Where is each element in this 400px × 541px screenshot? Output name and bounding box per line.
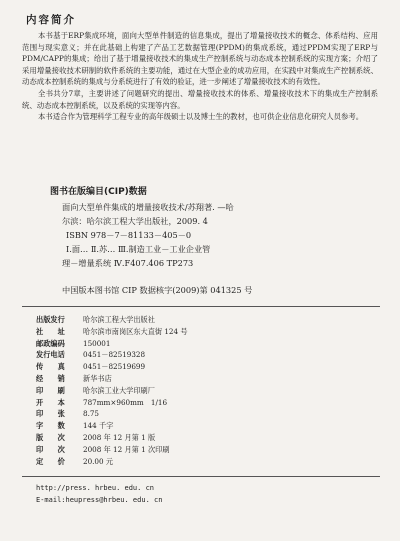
intro-body [22, 30, 378, 123]
publication-row [36, 385, 356, 397]
divider [22, 306, 380, 307]
cip-block [62, 200, 382, 270]
cip-line: ISBN 978－7－81133－405－0 [66, 230, 192, 240]
website-link[interactable]: http://press. hrbeu. edu. cn [36, 484, 155, 492]
pub-value: 2008 年 12 月第 1 次印刷 [83, 444, 170, 454]
pub-key: 邮政编码 [36, 338, 65, 348]
pub-value: 新华书店 [83, 373, 112, 383]
pub-key: 开 本 [36, 397, 65, 407]
cip-note: 中国版本图书馆 CIP 数据核字(2009)第 041325 号 [62, 285, 253, 295]
pub-key: 版 次 [36, 432, 65, 442]
pub-value: 787mm×960mm 1/16 [83, 397, 168, 407]
publication-row [36, 397, 356, 409]
pub-key: 印 刷 [36, 385, 65, 395]
pub-value: 150001 [83, 338, 111, 348]
pub-value: 0451－82519699 [83, 362, 146, 372]
pub-key: 出版发行 [36, 315, 65, 324]
pub-value: 20.00 元 [83, 456, 114, 466]
cip-line: 理－增量系统 Ⅳ.F407.406 TP273 [62, 258, 194, 268]
pub-value: 2008 年 12 月第 1 版 [83, 432, 156, 442]
intro-title: 内容简介 [26, 14, 76, 26]
pub-value: 8.75 [83, 409, 100, 419]
pub-value: 哈尔滨工业大学印刷厂 [83, 385, 155, 395]
cip-line: 面向大型单件集成的增量接收技术/苏翔著. —哈 [62, 202, 234, 212]
publication-row [36, 314, 356, 326]
cip-title: 图书在版编目(CIP)数据 [50, 187, 147, 197]
publication-row [36, 408, 356, 420]
pub-key: 字 数 [36, 421, 65, 431]
pub-key: 印 次 [36, 444, 65, 454]
intro-paragraph: 全书共分7章，主要讲述了问题研究的提出、增量接收技术的体系、增量接收技术下的集成生产控制系统、动态成本控制系统，以及系统的实现等内容。 [22, 88, 378, 110]
divider [22, 476, 380, 477]
pub-key: 经 销 [36, 373, 65, 383]
pub-value: 哈尔滨工程大学出版社 [83, 315, 155, 324]
publication-row [36, 326, 356, 338]
publication-row [36, 373, 356, 385]
pub-key: 定 价 [36, 456, 65, 466]
pub-key: 印 张 [36, 409, 65, 419]
publication-row [36, 338, 356, 350]
pub-value: 哈尔滨市南岗区东大直街 124 号 [83, 326, 188, 336]
publication-row [36, 420, 356, 432]
pub-key: 社 址 [36, 326, 65, 336]
publication-row [36, 456, 356, 468]
cip-line: 尔滨：哈尔滨工程大学出版社，2009. 4 [62, 216, 208, 226]
publication-row [36, 444, 356, 456]
publication-row [36, 349, 356, 361]
pub-value: 0451－82519328 [83, 350, 146, 360]
publication-row [36, 432, 356, 444]
pub-value: 144 千字 [83, 421, 114, 431]
cip-line: Ⅰ.面… Ⅱ.苏… Ⅲ.制造工业－工业企业管 [66, 244, 211, 254]
pub-key: 传 真 [36, 362, 65, 372]
intro-paragraph: 本书适合作为管理科学工程专业的高年级硕士以及博士生的教材，也可供企业信息化研究人员参考。 [38, 112, 364, 122]
publication-row [36, 361, 356, 373]
pub-key: 发行电话 [36, 350, 65, 360]
intro-paragraph: 本书基于ERP集成环境，面向大型单件制造的信息集成，提出了增量接收技术的概念、体系结构、应用范围与现实意义；并在此基础上构建了产品工艺数据管理(PPDM)的集成系统，通过PPDM实现了ERP与PDM/CAPP的集成；给出了基于增量接收技术的集成生产控制系统与动态成本控制系统的实现方案；介绍了采用增量接收技术研制的软件系统的主要功能，通过在大型企业的成功应用，在实践中对集成生产控制系统、动态成本控制系统的集成与分系统进行了有效的验证，进一步阐述了增量接收技术的有效性。 [22, 31, 378, 87]
publisher-links [36, 482, 356, 506]
email-link[interactable]: E-mail:heupress@hrbeu. edu. cn [36, 496, 163, 504]
publication-info [36, 314, 356, 467]
